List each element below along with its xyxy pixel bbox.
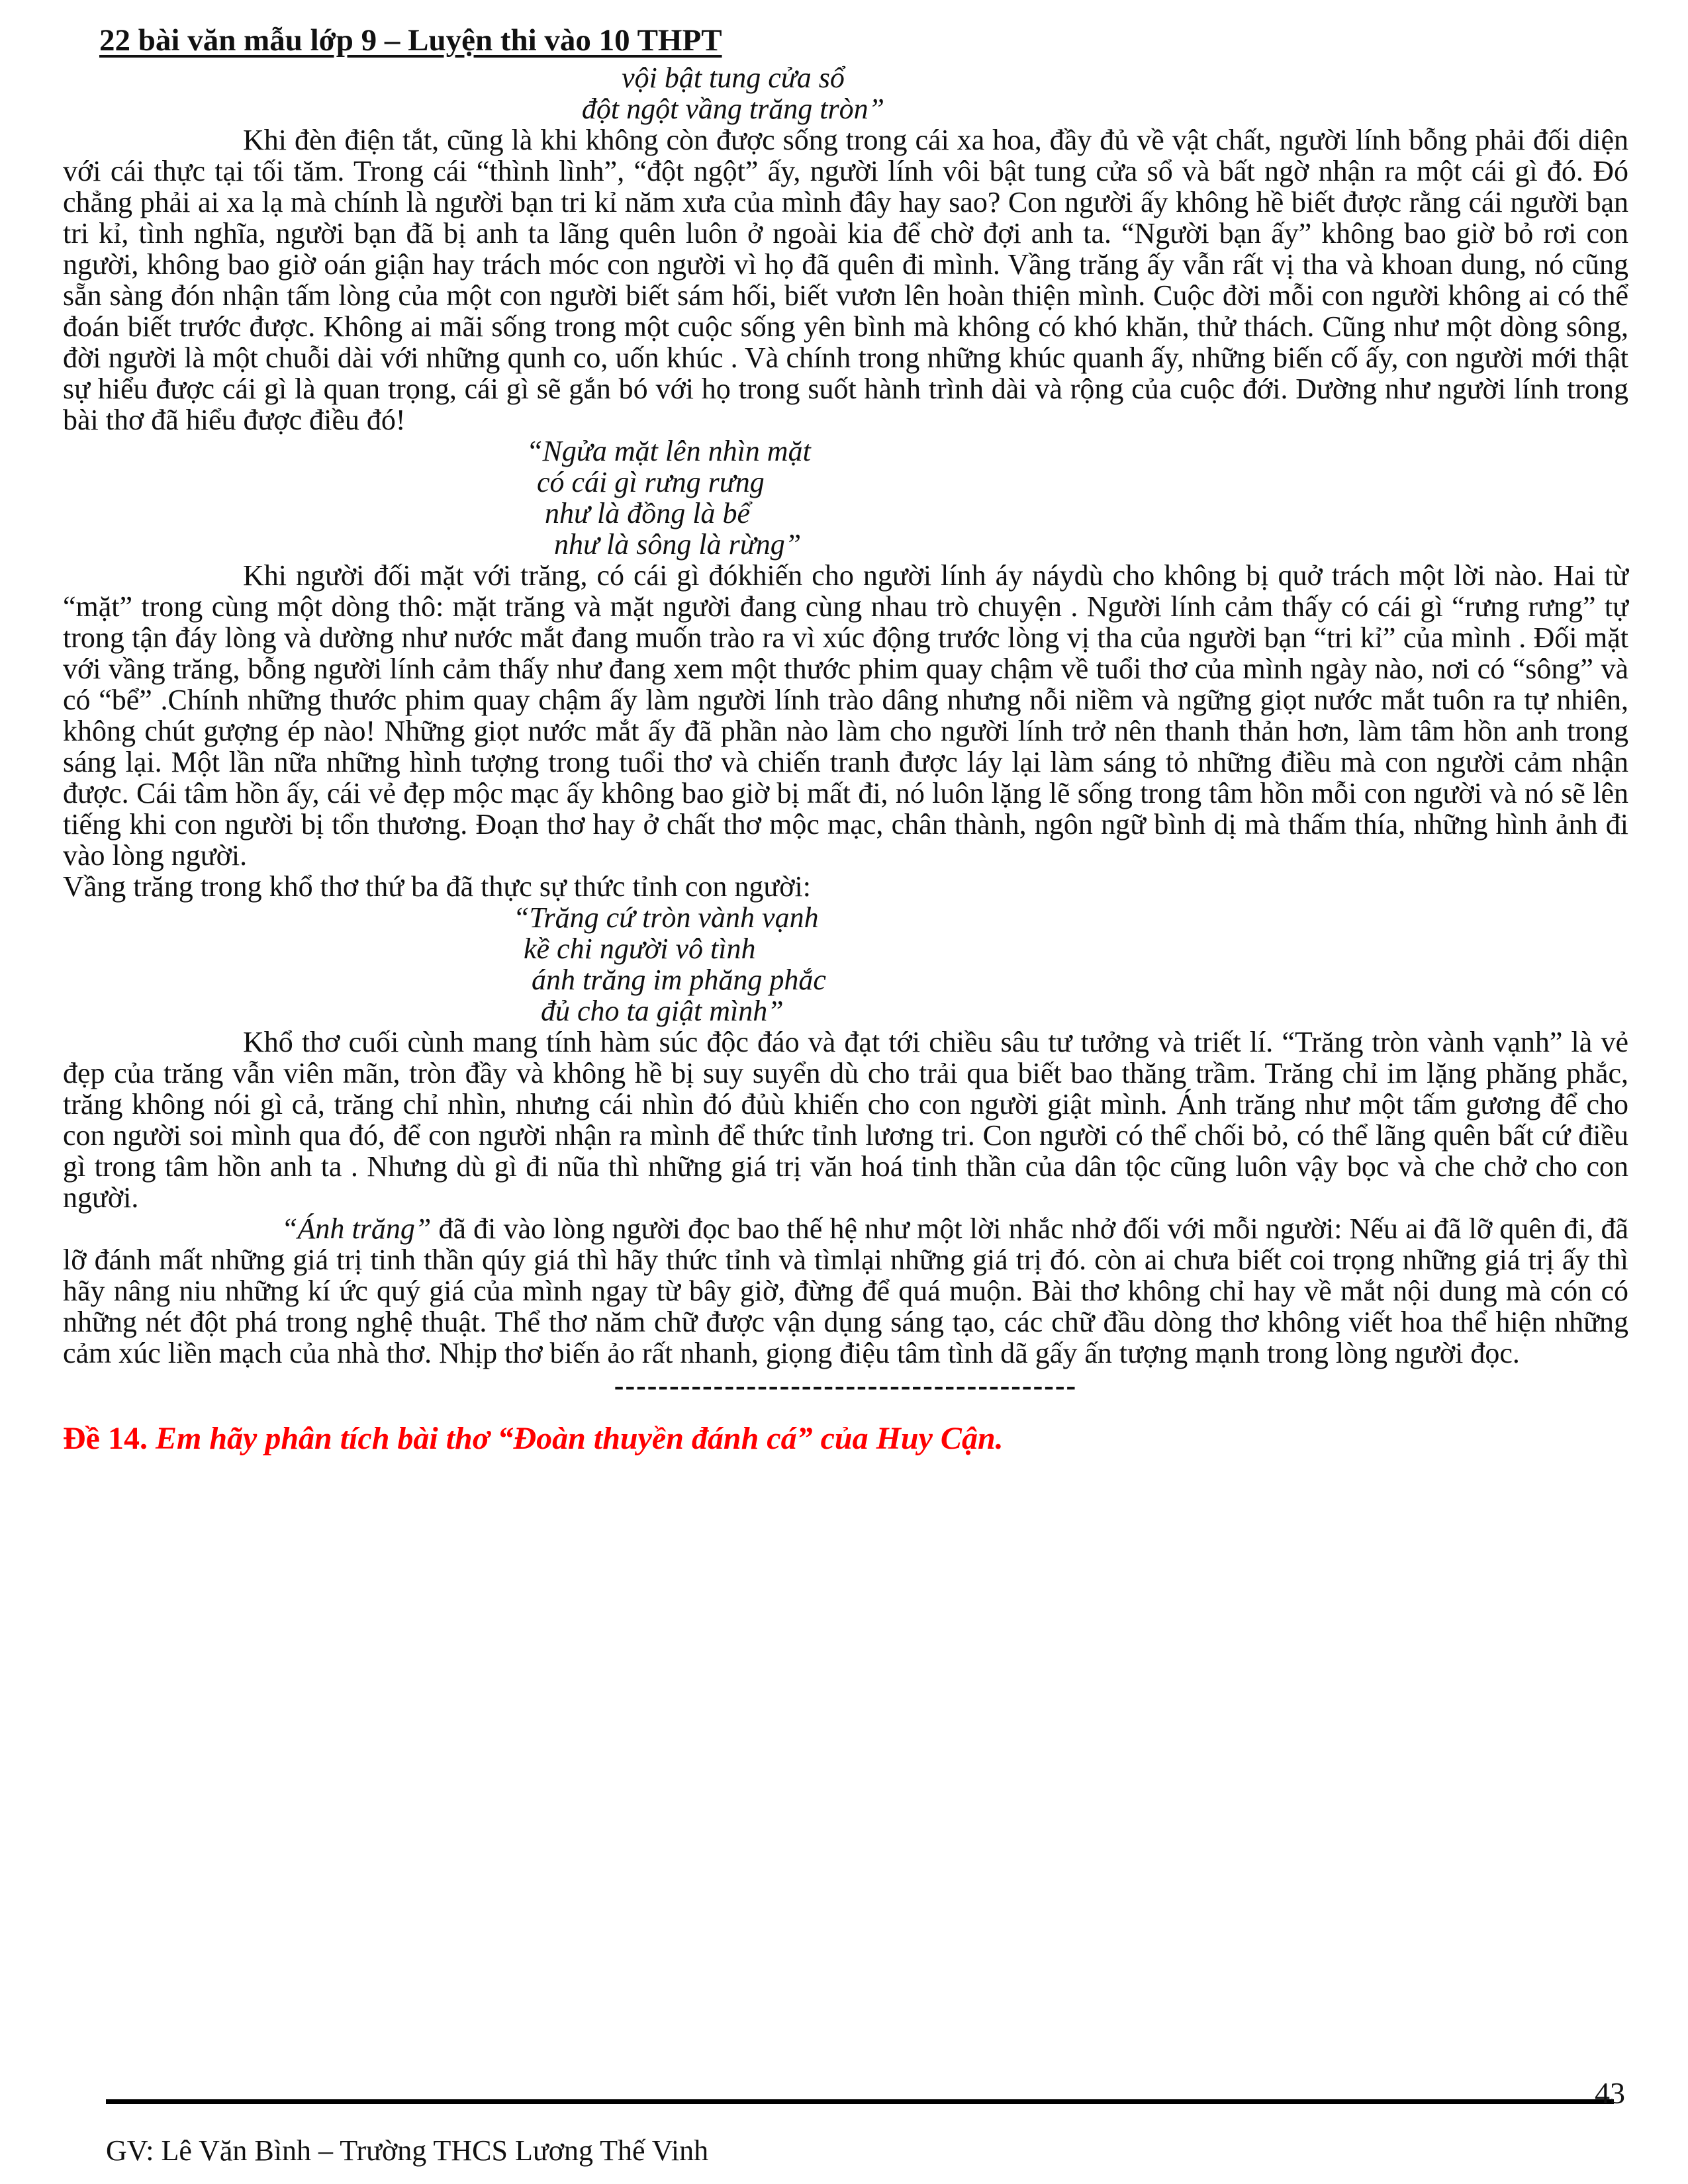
poem-line: đủ cho ta giật mình”	[541, 995, 784, 1027]
paragraph	[63, 1213, 1628, 1369]
essay-prompt	[63, 1420, 1628, 1457]
paragraph: Khi người đối mặt với trăng, có cái gì đókhiến cho người lính áy náydù cho không bị quở trách một lời nào. Hai từ “mặt” trong cùng một dòng thô: mặt trăng và mặt người đang cùng nhau trò chuyện . Người lính cảm thấy có cái gì “rưng rưng” tự trong tận đáy lòng và dường như nước mắt đang muốn trào ra vì xúc động trước lòng vị tha của người bạn “tri kỉ” của mình . Đối mặt với vầng trăng, bỗng người lính cảm thấy như đang xem một thước phim quay chậm về tuổi thơ của mình ngày nào, nơi có “sông” và có “bể” .Chính những thước phim quay chậm ấy làm người lính trào dâng nhưng nỗi niềm và ngững giọt nước mắt tuôn ra tự nhiên, không chút gượng ép nào! Những giọt nước mắt ấy đã phần nào làm cho người lính trở nên thanh thản hơn, làm tâm hồn anh trong sáng lại. Một lần nữa những hình tượng trong tuổi thơ và chiến tranh được láy lại làm sáng tỏ những điều mà con người cảm nhận được. Cái tâm hồn ấy, cái vẻ đẹp mộc mạc ấy không bao giờ bị mất đi, nó luôn lặng lẽ sống trong tâm hồn mỗi con người và nó sẽ lên tiếng khi con người bị tổn thương. Đoạn thơ hay ở chất thơ mộc mạc, chân thành, ngôn ngữ bình dị mà thấm thía, những hình ảnh đi vào lòng người.	[63, 559, 1628, 872]
footer-rule	[106, 2099, 1614, 2104]
poem-line: như là sông là rừng”	[554, 528, 802, 561]
paragraph-italic-lead: “Ánh trăng”	[281, 1212, 432, 1245]
paragraph-text: đã đi vào lòng người đọc bao thế hệ như một lời nhắc nhở đối với mỗi người: Nếu ai đã lỡ quên đi, đã lỡ đánh mất những giá trị tinh thần qúy giá thì hãy thức tỉnh và tìmlại những giá trị đó. còn ai chưa biết coi trọng những giá trị ấy thì hãy nâng niu những kí ức quý giá của mình ngay từ bây giờ, đừng để quá muộn. Bài thơ không chỉ hay về mắt nội dung mà cón có những nét đột phá trong nghệ thuật. Thể thơ năm chữ được vận dụng sáng tạo, các chữ đầu dòng thơ không viết hoa thể hiện những cảm xúc liền mạch của nhà thơ. Nhịp thơ biến ảo rất nhanh, giọng điệu tâm tình dã gấy ấn tượng mạnh trong lòng người đọc.	[63, 1212, 1628, 1369]
epigraph-line: vội bật tung cửa sổ	[622, 62, 845, 94]
poem-quote	[526, 435, 1628, 560]
poem-line: như là đồng là bể	[545, 497, 750, 529]
section-divider: ------------------------------------------	[614, 1369, 1078, 1402]
essay-prompt-label: Đề 14.	[63, 1421, 148, 1456]
poem-line: có cái gì rưng rưng	[537, 466, 765, 498]
poem-line: “Trăng cứ tròn vành vạnh	[513, 901, 819, 934]
lead-in-line: Vầng trăng trong khổ thơ thứ ba đã thực sự thức tỉnh con người:	[63, 870, 811, 903]
epigraph-quote	[63, 62, 1628, 124]
paragraph: Khi đèn điện tắt, cũng là khi không còn được sống trong cái xa hoa, đầy đủ về vật chất, người lính bỗng phải đối diện với cái thực tại tối tăm. Trong cái “thình lình”, “đột ngột” ấy, người lính vôi bật tung cửa sổ và bất ngờ nhận ra một cái gì đó. Đó chẳng phải ai xa lạ mà chính là người bạn tri kỉ năm xưa của mình đây hay sao? Con người ấy không hề biết được rằng cái người bạn tri kỉ, tình nghĩa, người bạn đã bị anh ta lãng quên luôn ở ngoài kia để chờ đợi anh ta. “Người bạn ấy” không bao giờ bỏ rơi con người, không bao giờ oán giận hay trách móc con người vì họ đã quên đi mình. Vầng trăng ấy vẫn rất vị tha và khoan dung, nó cũng sẵn sàng đón nhận tấm lòng của một con người biết sám hối, biết vươn lên hoàn thiện mình. Cuộc đời mỗi con người không ai có thể đoán biết trước được. Không ai mãi sống trong một cuộc sống yên bình mà không có khó khăn, thử thách. Cũng như một dòng sông, đời người là một chuỗi dài với những qunh co, uốn khúc . Và chính trong những khúc quanh ấy, những biến cố ấy, con người mới thật sự hiểu được cái gì là quan trọng, cái gì sẽ gắn bó với họ trong suốt hành trình dài và rộng của cuộc đới. Dường như người lính trong bài thơ đã hiểu được điều đó!	[63, 124, 1628, 436]
page-number: 43	[1595, 2076, 1625, 2110]
poem-line: kề chi người vô tình	[524, 933, 756, 965]
footer-teacher-line: GV: Lê Văn Bình – Trường THCS Lương Thế Vinh	[106, 2134, 709, 2167]
epigraph-line: đột ngột vầng trăng tròn”	[581, 93, 885, 125]
poem-line: ánh trăng im phăng phắc	[532, 964, 826, 996]
document-title: 22 bài văn mẫu lớp 9 – Luyện thi vào 10 THPT	[99, 23, 722, 58]
poem-quote	[513, 902, 1628, 1026]
essay-prompt-text: Em hãy phân tích bài thơ “Đoàn thuyền đánh cá” của Huy Cận.	[147, 1421, 1004, 1456]
paragraph: Khổ thơ cuối cùnh mang tính hàm súc độc đáo và đạt tới chiều sâu tư tưởng và triết lí. “Trăng tròn vành vạnh” là vẻ đẹp của trăng vẫn viên mãn, tròn đầy và không hề bị suy suyển dù cho trải qua biết bao thăng trầm. Trăng chỉ im lặng phăng phắc, trăng không nói gì cả, trăng chỉ nhìn, nhưng cái nhìn đó đủù khiến cho con người giật mình. Ánh trăng như một tấm gương để cho con người soi mình qua đó, để con người nhận ra mình để thức tỉnh lương tri. Con người có thể chối bỏ, có thể lãng quên bất cứ điều gì trong tâm hồn anh ta . Nhưng dù gì đi nũa thì những giá trị văn hoá tinh thần của dân tộc cũng luôn vậy bọc và che chở cho con người.	[63, 1026, 1628, 1214]
poem-line: “Ngửa mặt lên nhìn mặt	[526, 435, 811, 467]
